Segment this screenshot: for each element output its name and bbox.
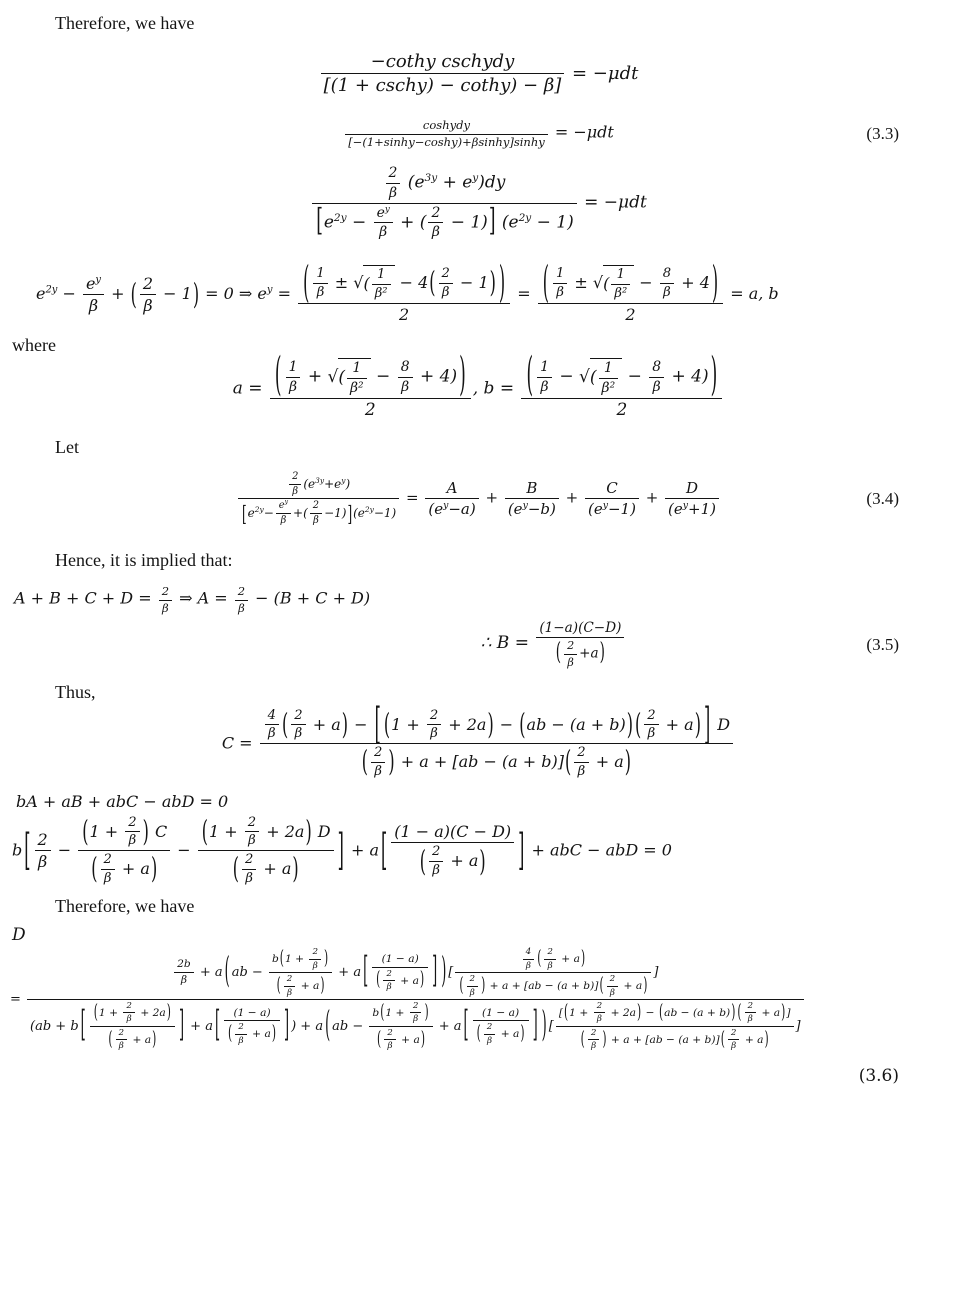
equation-row-ba-ab — [0, 792, 957, 811]
equation-b-result: ∴ B = (1−a)(C−D) ( $\frac{2}{\beta}$ +a) — [481, 620, 627, 669]
equation-number-3-3: (3.3) — [866, 124, 899, 143]
equation-row-d-result — [0, 947, 957, 1052]
equation-c-result: C = $\frac{4}{\beta}$ ( $\frac{2}{\beta}$ + a) − [ (1 + $\frac{2}{\beta}$ + 2a) − (ab − (a + b)) ( $\frac{2}{\beta}$ + a) ] D ( $\frac{2}{\beta}$ ) + a + [ab − (a + b)]( $\frac{2}{\beta}$ + a) — [222, 708, 735, 780]
equation-row-sum-abcd — [0, 585, 957, 616]
equation-b-bracket-expansion: b [ $\frac{2}{\beta}$ − (1 + $\frac{2}{\beta}$ ) C ( $\frac{2}{\beta}$ + a) − (1 + $\frac{2}{\beta}$ + 2a) D ( $\frac{2}{\beta}$ + a) ] + a [ (1 − a)(C − D) ( $\frac{2}{\beta}$ + a) ] + abC − abD = 0 — [12, 813, 672, 886]
equation-sum-abcd: A + B + C + D = $\frac{2}{\beta}$ ⇒ A = $\frac{2}{\beta}$ − (B + C + D) — [14, 584, 371, 616]
equation-number-3-4: (3.4) — [866, 488, 899, 508]
equation-exponential-form: $\frac{2}{\beta}$ $(e^{3y} + e^y)dy$ [$e^{2y}$ − $\frac{e^y}{\beta}$ + ( $\frac{2}{\beta}$ − 1)] $(e^{2y} - 1)$ = −μdt — [310, 165, 647, 241]
paragraph-hence: Hence, it is implied that: — [55, 549, 233, 570]
equation-row-coshy — [0, 119, 957, 150]
equation-number-3-5: (3.5) — [866, 634, 899, 654]
equation-number-row-3-6 — [0, 1066, 957, 1086]
paragraph-therefore-1: Therefore, we have — [55, 13, 195, 33]
equation-coshy-sinhy: coshydy [−(1+sinhy−coshy)+βsinhy]sinhy = −μdt — [343, 119, 614, 150]
equation-partial-fractions: $\frac{2}{\beta}$ $(e^{3y}+e^y)$ [$e^{2y}-$ $\frac{e^y}{\beta}$ +( $\frac{2}{\beta}$ $-1)](e^{2y}-1)$ = $\frac{A}{(e^y-a)}$ + $\frac{B}{(e^y-b)}$ + $\frac{C}{(e^y-1)}$ + $\frac{D}{(e^y+1)}$ — [236, 471, 721, 527]
equation-ab-definition: a = ( $\frac{1}{\beta}$ + √ ( $\frac{1}{\text{β²}}$ − $\frac{8}{\beta}$ + 4) ) 2 , b = ( $\frac{1}{\beta}$ − √ ( $\frac{1}{\text{β²}}$ − $\frac{8}{\beta}$ + 4) ) 2 — [233, 358, 725, 420]
equation-row-partial-fractions — [0, 471, 957, 527]
equation-row-d-label — [0, 925, 957, 945]
equation-row-ab-definition — [0, 349, 957, 420]
equation-row-quadratic — [0, 256, 957, 324]
equation-row-exponential — [0, 165, 957, 241]
paragraph-where: where — [12, 334, 56, 355]
equation-row-c — [0, 697, 957, 780]
equation-quadratic-roots: $e^{2y}$ − $\frac{e^y}{\beta}$ + ( $\frac{2}{\beta}$ − 1) = 0 ⇒ $e^y$ = ( $\frac{1}{\beta}$ ± √ ( $\frac{1}{\text{β²}}$ − 4( $\frac{2}{\beta}$ − 1) ) 2 = ( $\frac{1}{\beta}$ ± √ ( $\frac{1}{\text{β²}}$ − $\frac{8}{\beta}$ + 4 ) 2 = a, b — [36, 265, 779, 324]
equation-row-cothy — [0, 51, 957, 97]
equation-row-b — [0, 620, 957, 669]
paragraph-let: Let — [55, 437, 79, 458]
equation-cothy-cschy: −cothy cschydy [(1 + cschy) − cothy) − β] = −μdt — [319, 51, 639, 97]
equation-d-result: = $\frac{2b}{\beta}$ + a ( ab − b(1 + $\frac{2}{\beta}$ ) ( $\frac{2}{\beta}$ + a) + a [ (1 − a) ( $\frac{2}{\beta}$ + a) ] ) [ $\frac{4}{\beta}$ ( $\frac{2}{\beta}$ + a) ( $\frac{2}{\beta}$ ) + a + [ab − (a + b)]( $\frac{2}{\beta}$ + a) ] (ab + b [ (1 + $\frac{2}{\beta}$ + 2a) ( $\frac{2}{\beta}$ + a) ] + a [ (1 − a) ( $\frac{2}{\beta}$ + a) ] ) + a ( ab − b(1 + $\frac{2}{\beta}$ ) ( $\frac{2}{\beta}$ + a) + a [ (1 − a) ( $\frac{2}{\beta}$ + a) ] ) [ [(1 + $\frac{2}{\beta}$ + 2a) − (ab − (a + b)) ( $\frac{2}{\beta}$ + a)] ( $\frac{2}{\beta}$ ) + a + [ab − (a + b)]( $\frac{2}{\beta}$ + a) ] — [10, 947, 806, 1052]
paragraph-thus: Thus, — [55, 682, 96, 703]
equation-row-b-bracket — [0, 815, 957, 887]
equation-d-label: D — [12, 925, 26, 946]
equation-ba-ab-abc-abd: bA + aB + abC − abD = 0 — [16, 791, 229, 811]
equation-number-3-6: (3.6) — [858, 1065, 899, 1086]
paragraph-therefore-2: Therefore, we have — [55, 895, 195, 916]
